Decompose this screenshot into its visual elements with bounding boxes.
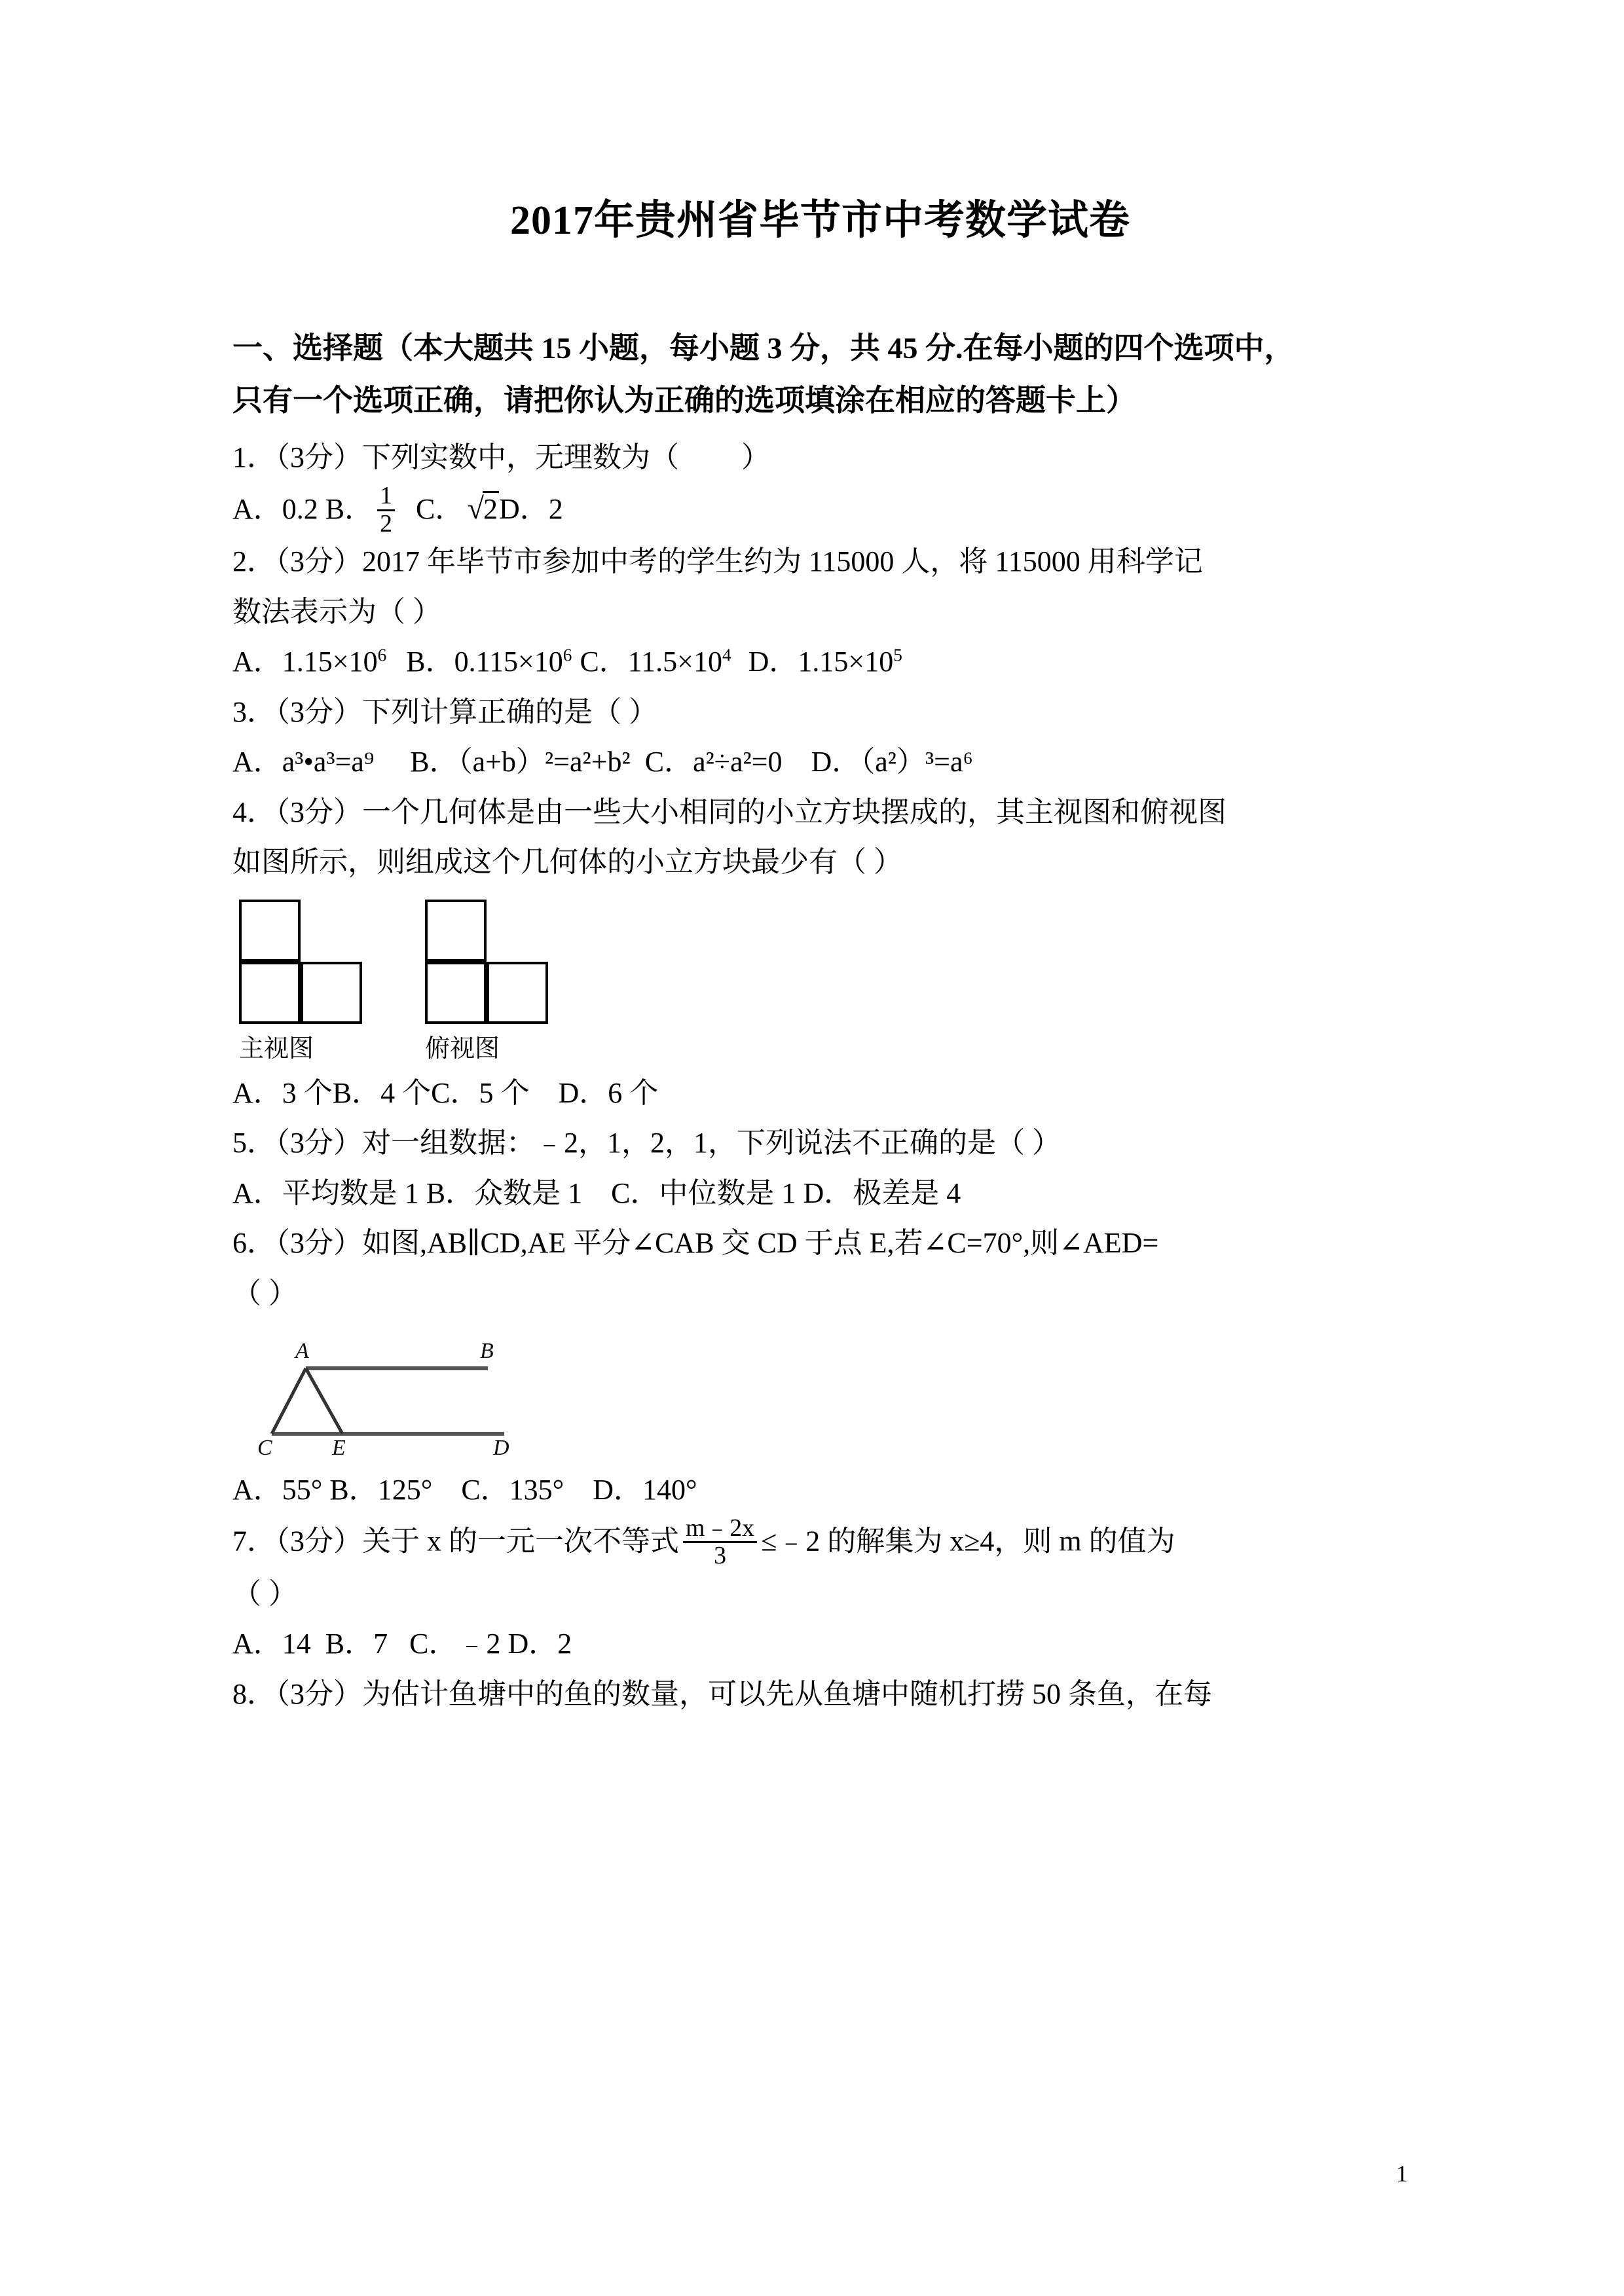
question-4-figure [232, 900, 1408, 1065]
geometry-diagram-icon [246, 1329, 521, 1457]
question-7-stem-suffix: ≤﹣2 的解集为 x≥4，则 m 的值为 [761, 1525, 1175, 1558]
question-4-options: A．3 个B．4 个C．5 个 D．6 个 [232, 1076, 659, 1109]
question-2-option-d-label: D． [748, 646, 798, 678]
question-6-options: A．55° B．125° C．135° D．140° [232, 1474, 697, 1506]
front-view-group [239, 900, 362, 1065]
question-6-stem [232, 1218, 1408, 1319]
question-2-option-a-exponent: 6 [377, 645, 387, 665]
question-6-stem-line-1: 6．（3分）如图,AB∥CD,AE 平分∠CAB 交 CD 于点 E,若∠C=70°,则∠AED= [232, 1227, 1159, 1260]
question-7-options: A．14 B．7 C．﹣2 D．2 [232, 1628, 572, 1660]
question-1-options [232, 483, 1408, 537]
question-2-option-c-exponent: 4 [722, 645, 731, 665]
question-2-stem-line-2: 数法表示为（ ） [232, 595, 441, 628]
top-view-group [425, 900, 548, 1065]
front-view-shape-icon [239, 900, 362, 1024]
radical-sign: √ [467, 492, 485, 526]
section-heading [232, 322, 1408, 426]
fraction-denominator: 2 [377, 509, 395, 537]
fraction-m-minus-2x-over-3 [683, 1516, 757, 1569]
question-4-stem [232, 788, 1408, 888]
question-3-options: A．a³•a³=a⁹ B．（a+b）²=a²+b² C．a²÷a²=0 D．（a²）³=a⁶ [232, 746, 973, 778]
question-2-option-d-exponent: 5 [893, 645, 902, 665]
question-2-stem-line-1: 2．（3分）2017 年毕节市参加中考的学生约为 115000 人，将 115000 用科学记 [232, 545, 1203, 578]
question-2-option-b-base: 0.115×10 [454, 646, 563, 678]
question-6-figure [232, 1329, 1408, 1460]
top-view-label: 俯视图 [425, 1035, 500, 1063]
square-root-of-two [464, 483, 499, 535]
question-2-option-a-base: 1.15×10 [282, 646, 378, 678]
question-1-option-a: A．0.2 B． [232, 493, 374, 526]
top-view-cell-bottom-right [487, 962, 548, 1024]
question-2-option-c-base: 11.5×10 [627, 646, 722, 678]
question-3-stem: 3．（3分）下列计算正确的是（ ） [232, 695, 657, 728]
vertex-label-A: A [295, 1339, 309, 1364]
question-1-stem-suffix: ） [741, 441, 770, 473]
question-4-stem-line-2: 如图所示，则组成这个几何体的小立方块最少有（ ） [232, 846, 902, 879]
question-4-stem-line-1: 4．（3分）一个几何体是由一些大小相同的小立方块摆成的，其主视图和俯视图 [232, 795, 1227, 828]
front-view-cell-top-left [239, 900, 301, 962]
vertex-label-B: B [480, 1339, 494, 1364]
question-1-option-d: D．2 [499, 493, 563, 526]
question-2-option-c-label: C． [580, 646, 628, 678]
question-1-stem-prefix: 1．（3分）下列实数中，无理数为（ [232, 441, 679, 473]
question-2-option-d-base: 1.15×10 [798, 646, 894, 678]
question-2-option-b-label: B． [406, 646, 454, 678]
page-number: 1 [1396, 2160, 1408, 2187]
question-2-options [232, 637, 1408, 687]
top-view-cell-bottom-left [425, 962, 487, 1024]
front-view-cell-bottom-left [239, 962, 301, 1024]
top-view-cell-top-left [425, 900, 487, 962]
segment-AC [272, 1368, 306, 1434]
vertex-label-E: E [332, 1436, 346, 1457]
radicand: 2 [483, 491, 499, 525]
vertex-label-C: C [257, 1436, 272, 1457]
front-view-cell-bottom-right [301, 962, 362, 1024]
vertex-label-D: D [493, 1436, 509, 1457]
section-heading-line-1: 一、选择题（本大题共 15 小题，每小题 3 分，共 45 分.在每小题的四个选项中， [232, 331, 1295, 365]
fraction-numerator: m﹣2x [686, 1514, 755, 1542]
question-2-option-a-label: A． [232, 646, 282, 678]
question-8-stem: 8．（3分）为估计鱼塘中的鱼的数量，可以先从鱼塘中随机打捞 50 条鱼，在每 [232, 1677, 1212, 1710]
front-view-label: 主视图 [239, 1035, 314, 1063]
question-1-option-c: C． [416, 493, 464, 526]
fraction-one-half [377, 483, 395, 537]
question-5-options: A．平均数是 1 B．众数是 1 C．中位数是 1 D．极差是 4 [232, 1176, 961, 1209]
question-7-stem-line-2: （ ） [232, 1577, 297, 1610]
top-view-shape-icon [425, 900, 548, 1024]
fraction-numerator: 1 [380, 482, 393, 510]
question-6-stem-line-2: （ ） [232, 1277, 297, 1309]
section-heading-line-2: 只有一个选项正确，请把你认为正确的选项填涂在相应的答题卡上） [232, 383, 1136, 417]
question-2-option-b-exponent: 6 [563, 645, 572, 665]
question-2-stem [232, 537, 1408, 637]
page-title: 2017年贵州省毕节市中考数学试卷 [509, 198, 1130, 243]
fraction-denominator: 3 [683, 1541, 757, 1569]
question-5-stem: 5．（3分）对一组数据：﹣2，1，2，1，下列说法不正确的是（ ） [232, 1127, 1061, 1159]
question-7-stem [232, 1516, 1408, 1619]
question-7-stem-prefix: 7．（3分）关于 x 的一元一次不等式 [232, 1525, 679, 1558]
segment-AE [306, 1368, 342, 1434]
question-1-stem [232, 433, 1408, 483]
